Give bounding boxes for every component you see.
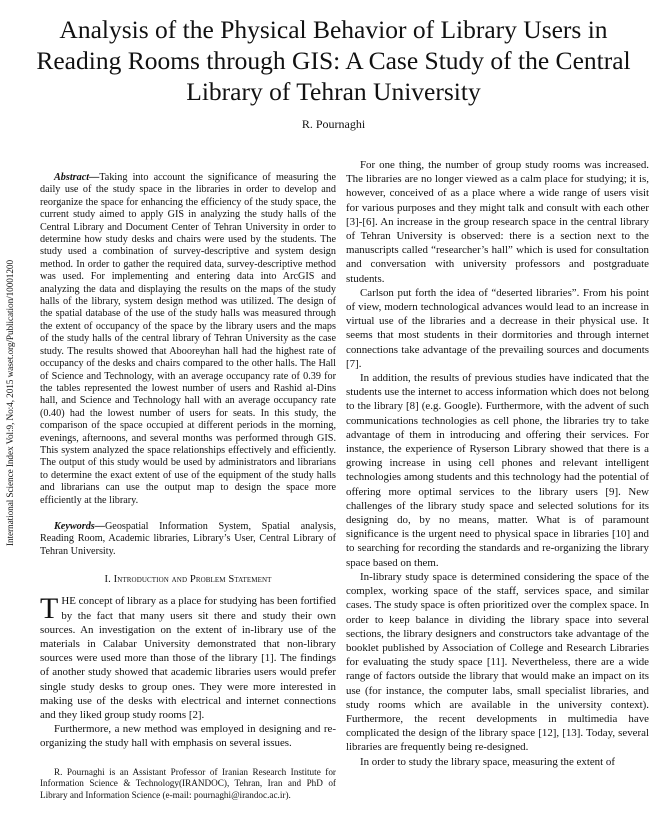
side-identifier-text: International Science Index Vol:9, No:4, 2015 waset.org/Publication/10001200 [5,259,16,546]
body-paragraph: For one thing, the number of group study rooms was increased. The libraries are no longer viewed as a calm place for studying; it is, however, conceived of as a place where a wide range of users visit for various purposes and they might talk and consult with each other [3]-[6]. An increase in the group research space in the central library of Tehran University is observed: there is a section next to the manuscripts called “researcher’s hall” which is used for consultation and conversation with university professors and postgraduate students. [346,159,649,285]
section-heading [40,573,336,586]
left-column [40,172,336,801]
body-paragraph: Carlson put forth the idea of “deserted libraries”. From his point of view, modern technological advances would lead to an increase in virtual use of the libraries and a decrease in their physical use. It seems that most students in their dormitories and through internet connections take advantage of the prevailing sources and documents [7]. [346,286,649,370]
paragraph-text: HE concept of library as a place for studying has been fortified by the fact that many users sit there and study their own sources. An investigation on the extent of in-library use of the materials in Calabar University demonstrated that non-library sources were used more than those of the library [1]. The findings of another study showed that academic libraries users would prefer single study desks to group ones. They were more interested in making use of the desks with electrical and internet connections and they liked group study rooms [2]. [40,595,336,722]
body-paragraph [40,594,336,722]
body-paragraph: In order to study the library space, measuring the extent of [360,755,615,768]
keywords-label: Keywords— [54,520,105,532]
section-body [40,594,336,750]
body-paragraph: Furthermore, a new method was employed in designing and re-organizing the study hall with emphasis on several issues. [40,723,336,750]
abstract-text: Taking into account the significance of measuring the daily use of the study space in the libraries in order to develop and reorganize the space for enhancing the efficiency of the study space, the current study aimed to apply GIS in analyzing the study halls of the Central Library and Document Center of Tehran University in order to determine how study desks and chairs were used by the students. The study used a combination of survey-descriptive and system design method. In order to gather the required data, survey-descriptive method was used. For implementing and entering data into ArcGIS and analyzing the data and displaying the results on the maps of the study halls of the library, system design method was utilized. The design of the spatial database of the use of the study halls was measured through the extent of occupancy of the space by the library users and the maps of the study halls of the central library of Tehran University as the case study. The results showed that Abooreyhan hall had the highest rate of occupancy of the desks and chairs compared to the other halls. The Hall of Science and Technology, with an average occupancy rate of 0.39 for the tables represented the lowest number of users and Rashid al-Dins hall, and Science and Technology hall with an average occupancy rate (0.40) had the lowest number of users for seats. In this study, the comparison of the space occupied at different periods in the morning, evenings, afternoons, and several months was performed through GIS. This system analyzed the space relationships effectively and efficiently. The output of this study would be used by administrators and librarians to determine the exact extent of use of the equipment of the study halls and librarians can use the output map to design the space more efficiently at the library. [40,172,336,506]
right-column [346,158,649,769]
side-identifier [4,205,17,600]
section-title: Introduction and Problem Statement [113,574,272,586]
keywords [40,521,336,558]
abstract [40,172,336,507]
keywords-text: Geospatial Information System, Spatial analysis, Reading Room, Academic libraries, Library’s User, Central Library of Tehran University. [40,520,336,557]
body-paragraph: In addition, the results of previous studies have indicated that the students use the internet to access information which does not belong to the library [8] (e.g. Google). Furthermore, with the advent of such communications technologies as cell phone, the libraries try to take advantage of them in introducing and offering their services. For instance, the experience of Ryserson Library showed that there is a growing increase in using cell phones and relevant intelligent technologies among students and this technology had the potential of offering more optimal services to the library users [9]. New challenges of the library study space and selected solutions for its designing do, by no means, matter. What is of paramount significance is the urgent need to physical space in libraries [10] and to searching for recording the standards and re-organizing the library space based on them. [346,372,649,569]
section-number: I. [104,574,111,586]
paper-title: Analysis of the Physical Behavior of Library Users in Reading Rooms through GIS: A Case Study of the Central Library of Tehran University [36,15,631,106]
body-paragraph: In-library study space is determined considering the space of the complex, working space of the staff, services space, and similar cases. The study space is often prioritized over the complex space. In order to keep balance in dividing the library space into several sections, the library designers and constructors take advantage of the booklet published by Association of College and Research Libraries for evaluating the study space [11]. Nevertheless, there are a wide range of factors outside the library that would make an impact on its use (for instance, the computer labs, small specialist libraries, and study rooms which are available in the university context). Furthermore, the recent developments in multimedia have complicated the design of the library space [12], [13]. Today, several libraries are frequently being re-designed. [346,570,649,754]
author-name: R. Pournaghi [301,117,366,131]
abstract-label: Abstract— [54,172,100,183]
author-footnote: R. Pournaghi is an Assistant Professor of Iranian Research Institute for Information Science & Technology(IRANDOC), Tehran, Iran and PhD of Library and Information Science (e-mail: pournaghi@irandoc.ac.ir). [40,766,336,800]
drop-cap: T [40,592,59,626]
